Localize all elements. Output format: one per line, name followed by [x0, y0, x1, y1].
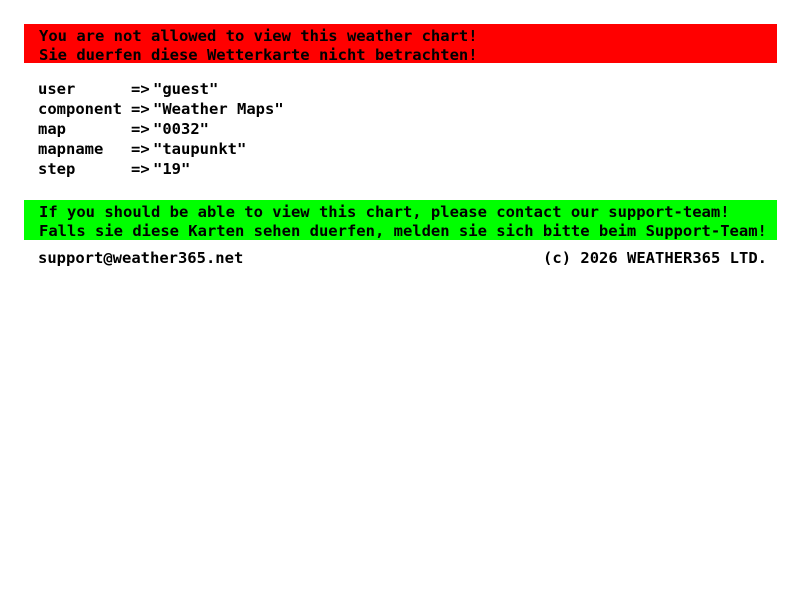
- error-line-english: You are not allowed to view this weather chart!: [39, 27, 478, 45]
- arrow-glyph: =>: [131, 80, 150, 98]
- support-email: support@weather365.net: [38, 249, 244, 267]
- detail-row-map: [38, 119, 284, 139]
- copyright-notice: (c) 2026 WEATHER365 LTD.: [543, 249, 767, 267]
- detail-row-mapname: [38, 139, 284, 159]
- detail-key: mapname: [38, 140, 104, 158]
- arrow-glyph: =>: [131, 140, 150, 158]
- error-line-german: Sie duerfen diese Wetterkarte nicht betrachten!: [39, 46, 478, 63]
- detail-value: "19": [153, 160, 191, 178]
- support-line-english: If you should be able to view this chart, please contact our support-team!: [39, 203, 730, 221]
- support-line-german: Falls sie diese Karten sehen duerfen, melden sie sich bitte beim Support-Team!: [39, 222, 767, 240]
- detail-row-component: [38, 99, 284, 119]
- detail-value: "Weather Maps": [153, 100, 284, 118]
- error-banner: [24, 24, 777, 63]
- footer: [38, 250, 767, 266]
- detail-value: "0032": [153, 120, 209, 138]
- detail-key: component: [38, 100, 122, 118]
- arrow-glyph: =>: [131, 100, 150, 118]
- detail-key: user: [38, 80, 76, 98]
- support-banner: [24, 200, 777, 240]
- detail-row-user: [38, 79, 284, 99]
- detail-key: map: [38, 120, 66, 138]
- detail-value: "taupunkt": [153, 140, 247, 158]
- request-details: [38, 79, 284, 179]
- detail-value: "guest": [153, 80, 219, 98]
- arrow-glyph: =>: [131, 120, 150, 138]
- detail-key: step: [38, 160, 76, 178]
- detail-row-step: [38, 159, 284, 179]
- arrow-glyph: =>: [131, 160, 150, 178]
